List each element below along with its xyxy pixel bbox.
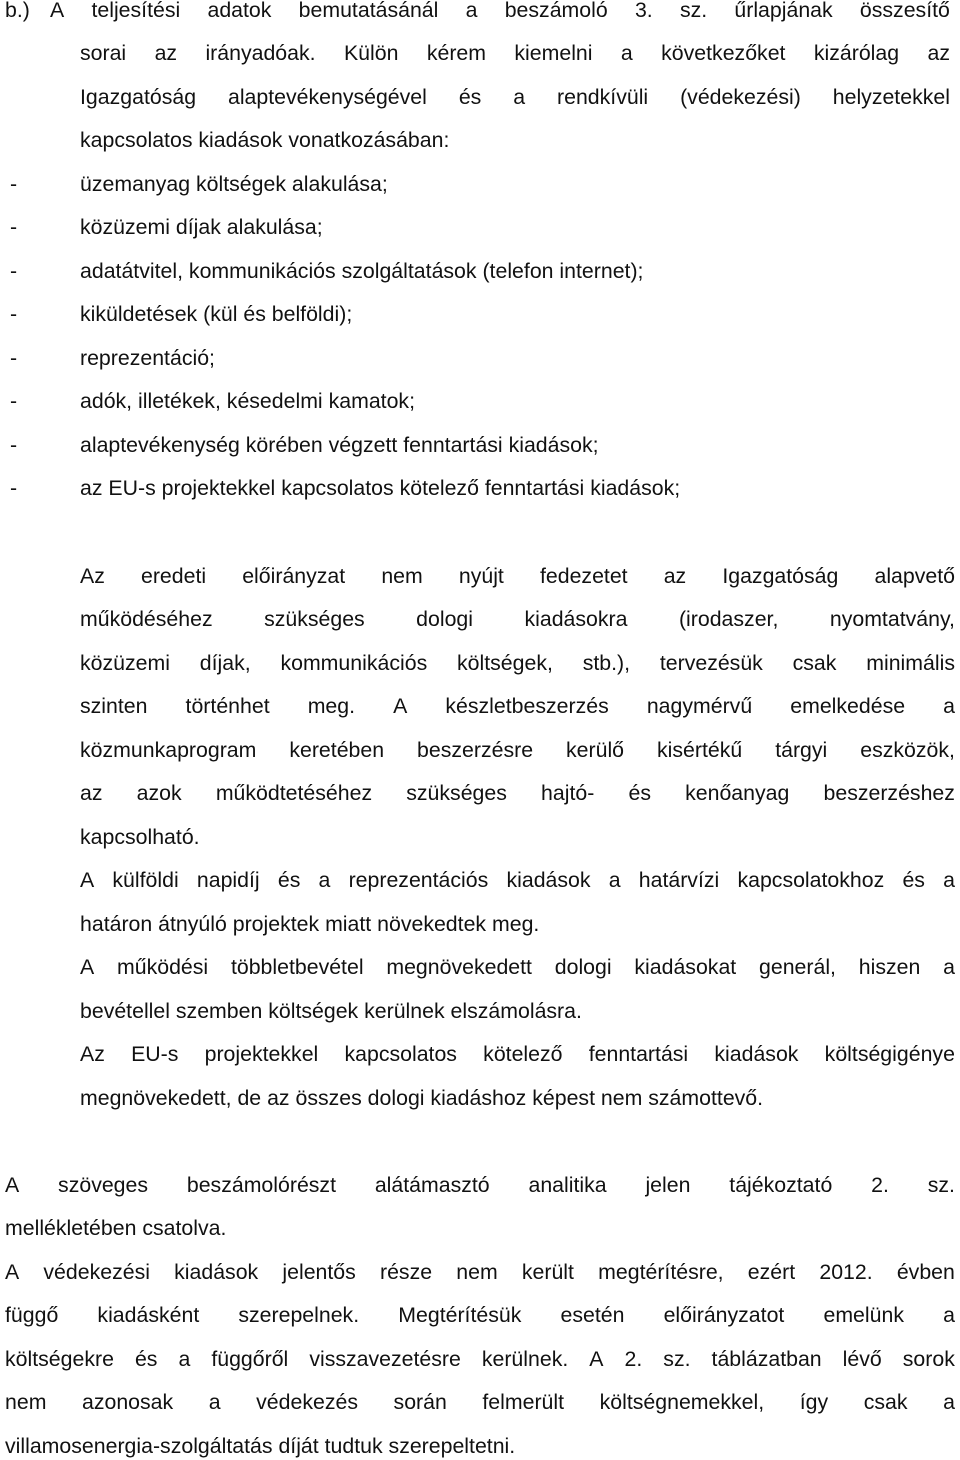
list-item-text: közüzemi díjak alakulása; [80,215,323,239]
word: sorai [80,41,127,65]
word: védekezési [43,1260,150,1284]
text-line [80,1044,955,1065]
word: kizárólag [813,41,900,65]
word: Megtérítésük [398,1303,522,1327]
text-line [5,1262,955,1283]
word: A [5,1173,20,1197]
word: csak [863,1390,908,1414]
word: emelünk [823,1303,904,1327]
word: a [943,955,955,979]
word: kerülnek. [481,1347,569,1371]
word: Az [80,1042,105,1066]
word: nem [381,564,423,588]
word: projektekkel [204,1042,319,1066]
word: jelentős [282,1260,356,1284]
list-item-text: reprezentáció; [80,346,215,370]
text-line [80,870,955,891]
word: űrlapjának [734,0,833,22]
text-line [80,957,955,978]
word: közmunkaprogram [80,738,257,762]
list-item-text: üzemanyag költségek alakulása; [80,172,388,196]
word: kérem [426,41,486,65]
word: szinten [80,694,148,718]
word: költségnemekkel, [599,1390,765,1414]
word: költségigénye [824,1042,955,1066]
word: A [589,1347,604,1371]
word: A [80,955,95,979]
text-line [80,653,955,674]
word: kötelező [483,1042,563,1066]
word: jelen [645,1173,691,1197]
word: csak [792,651,837,675]
word: kiadásként [97,1303,200,1327]
text-line [50,0,950,21]
text-line: megnövekedett, de az összes dologi kiadáshoz képest nem számottevő. [80,1086,764,1110]
word: működéséhez [80,607,213,631]
word: működtetéséhez [215,781,373,805]
word: hiszen [858,955,921,979]
list-dash: - [10,476,18,500]
word: a [943,1390,955,1414]
word: kisértékű [657,738,743,762]
word: stb.), [582,651,631,675]
text-line [80,740,955,761]
text-line: határon átnyúló projektek miatt növekedtek meg. [80,912,540,936]
word: EU-s [131,1042,179,1066]
word: teljesítési [91,0,181,22]
word: kapcsolatos [344,1042,457,1066]
word: került [521,1260,574,1284]
word: 2. [624,1347,643,1371]
word: nagymérvű [646,694,753,718]
word: a [620,41,633,65]
word: és [628,781,651,805]
list-dash: - [10,389,18,413]
word: nem [5,1390,47,1414]
word: határvízi [638,868,720,892]
word: fedezetet [539,564,628,588]
word: sorok [902,1347,955,1371]
list-item-text: az EU-s projektekkel kapcsolatos kötelező fenntartási kiadások; [80,476,681,500]
word: megnövekedett [386,955,532,979]
word: kapcsolatokhoz [737,868,885,892]
word: Külön [343,41,399,65]
word: meg. [307,694,356,718]
word: alapvető [874,564,955,588]
word: kerülő [566,738,625,762]
word: visszavezetésre [309,1347,461,1371]
word: generál, [759,955,836,979]
word: nyomtatvány, [829,607,955,631]
word: függő [5,1303,59,1327]
word: minimális [866,651,955,675]
list-item-text: adók, illetékek, késedelmi kamatok; [80,389,415,413]
word: költségekre [5,1347,114,1371]
text-line [5,1392,955,1413]
word: azonosak [82,1390,174,1414]
word: a [943,694,955,718]
list-dash: - [10,259,18,283]
word: a [465,0,478,22]
list-item-text: alaptevékenység körében végzett fenntartási kiadások; [80,433,599,457]
word: sz. [679,0,708,22]
word: szükséges [264,607,365,631]
word: sz. [927,1173,955,1197]
text-line [5,1349,955,1370]
word: kiadások [174,1260,259,1284]
word: része [379,1260,433,1284]
text-line: kapcsolatos kiadások vonatkozásában: [80,128,450,152]
word: a [208,1390,221,1414]
word: alátámasztó [374,1173,490,1197]
word: az [154,41,178,65]
word: előirányzatot [663,1303,785,1327]
word: alaptevékenységével [227,85,427,109]
word: A [393,694,408,718]
word: nem [456,1260,498,1284]
list-dash: - [10,215,18,239]
word: A [5,1260,20,1284]
word: kiadásokra [524,607,628,631]
word: kommunikációs [280,651,428,675]
list-item-text: adatátvitel, kommunikációs szolgáltatások (telefon internet); [80,259,644,283]
list-dash: - [10,346,18,370]
word: az [663,564,687,588]
word: adatok [207,0,272,22]
word: közüzemi [80,651,170,675]
word: az [927,41,950,65]
word: évben [896,1260,955,1284]
text-line: villamosenergia-szolgáltatás díját tudtuk szerepeltetni. [5,1434,516,1458]
text-line [80,783,955,804]
word: tájékoztató [729,1173,833,1197]
word: történhet [185,694,270,718]
word: a [943,1303,955,1327]
word: kiadások [506,868,591,892]
word: táblázatban [711,1347,822,1371]
text-line: kapcsolható. [80,825,200,849]
word: (irodaszer, [678,607,779,631]
word: kiemelni [514,41,593,65]
word: tervezésük [659,651,763,675]
word: hajtó- [541,781,595,805]
word: dologi [416,607,474,631]
word: szöveges [58,1173,149,1197]
text-line [5,1175,955,1196]
word: felmerült [482,1390,565,1414]
word: A [50,0,65,22]
word: a [608,868,621,892]
list-dash: - [10,433,18,457]
word: és [134,1347,158,1371]
word: szükséges [406,781,507,805]
word: irányadóak. [205,41,316,65]
text-line [80,696,955,717]
word: keretében [289,738,385,762]
word: bemutatásánál [298,0,439,22]
word: az [80,781,103,805]
word: fenntartási [588,1042,689,1066]
text-line [80,566,955,587]
word: A [80,868,95,892]
word: során [393,1390,447,1414]
word: emelkedése [790,694,906,718]
word: lévő [842,1347,882,1371]
word: a [318,868,331,892]
word: díjak, [199,651,251,675]
word: Igazgatóság [722,564,839,588]
word: Igazgatóság [80,85,197,109]
word: és [458,85,482,109]
word: eredeti [140,564,207,588]
word: 2012. [819,1260,873,1284]
text-line [80,609,955,630]
word: 3. [634,0,653,22]
word: a [513,85,526,109]
word: kiadások [714,1042,799,1066]
section-marker: b.) [5,0,30,22]
word: helyzetekkel [832,85,950,109]
text-line: bevétellel szemben költségek kerülnek elszámolásra. [80,999,582,1023]
text-line: mellékletében csatolva. [5,1216,227,1240]
list-dash: - [10,172,18,196]
word: azok [136,781,182,805]
word: Az [80,564,105,588]
word: rendkívüli [557,85,649,109]
word: reprezentációs [348,868,489,892]
word: védekezés [256,1390,358,1414]
list-dash: - [10,302,18,326]
word: következőket [661,41,786,65]
word: többletbevétel [230,955,364,979]
text-line [5,1305,955,1326]
text-line [80,87,950,108]
word: készletbeszerzés [445,694,609,718]
word: analitika [528,1173,607,1197]
word: beszámolórészt [186,1173,336,1197]
word: eszközök, [860,738,955,762]
word: a [943,868,955,892]
word: működési [117,955,209,979]
word: esetén [560,1303,625,1327]
word: és [277,868,301,892]
word: nyújt [458,564,504,588]
word: előirányzat [242,564,346,588]
word: napidíj [196,868,260,892]
text-line [80,43,950,64]
word: (védekezési) [680,85,801,109]
word: sz. [663,1347,691,1371]
word: 2. [871,1173,889,1197]
word: külföldi [112,868,179,892]
word: a [178,1347,191,1371]
word: dologi [554,955,612,979]
word: költségek, [457,651,553,675]
word: beszerzéshez [823,781,955,805]
word: és [902,868,925,892]
word: kenőanyag [685,781,790,805]
word: beszerzésre [417,738,534,762]
word: beszámoló [504,0,608,22]
word: ezért [747,1260,796,1284]
word: szerepelnek. [238,1303,360,1327]
word: függőről [211,1347,289,1371]
word: így [799,1390,829,1414]
word: összesítő [859,0,950,22]
word: kiadásokat [634,955,737,979]
word: megtérítésre, [598,1260,724,1284]
list-item-text: kiküldetések (kül és belföldi); [80,302,353,326]
word: tárgyi [775,738,828,762]
